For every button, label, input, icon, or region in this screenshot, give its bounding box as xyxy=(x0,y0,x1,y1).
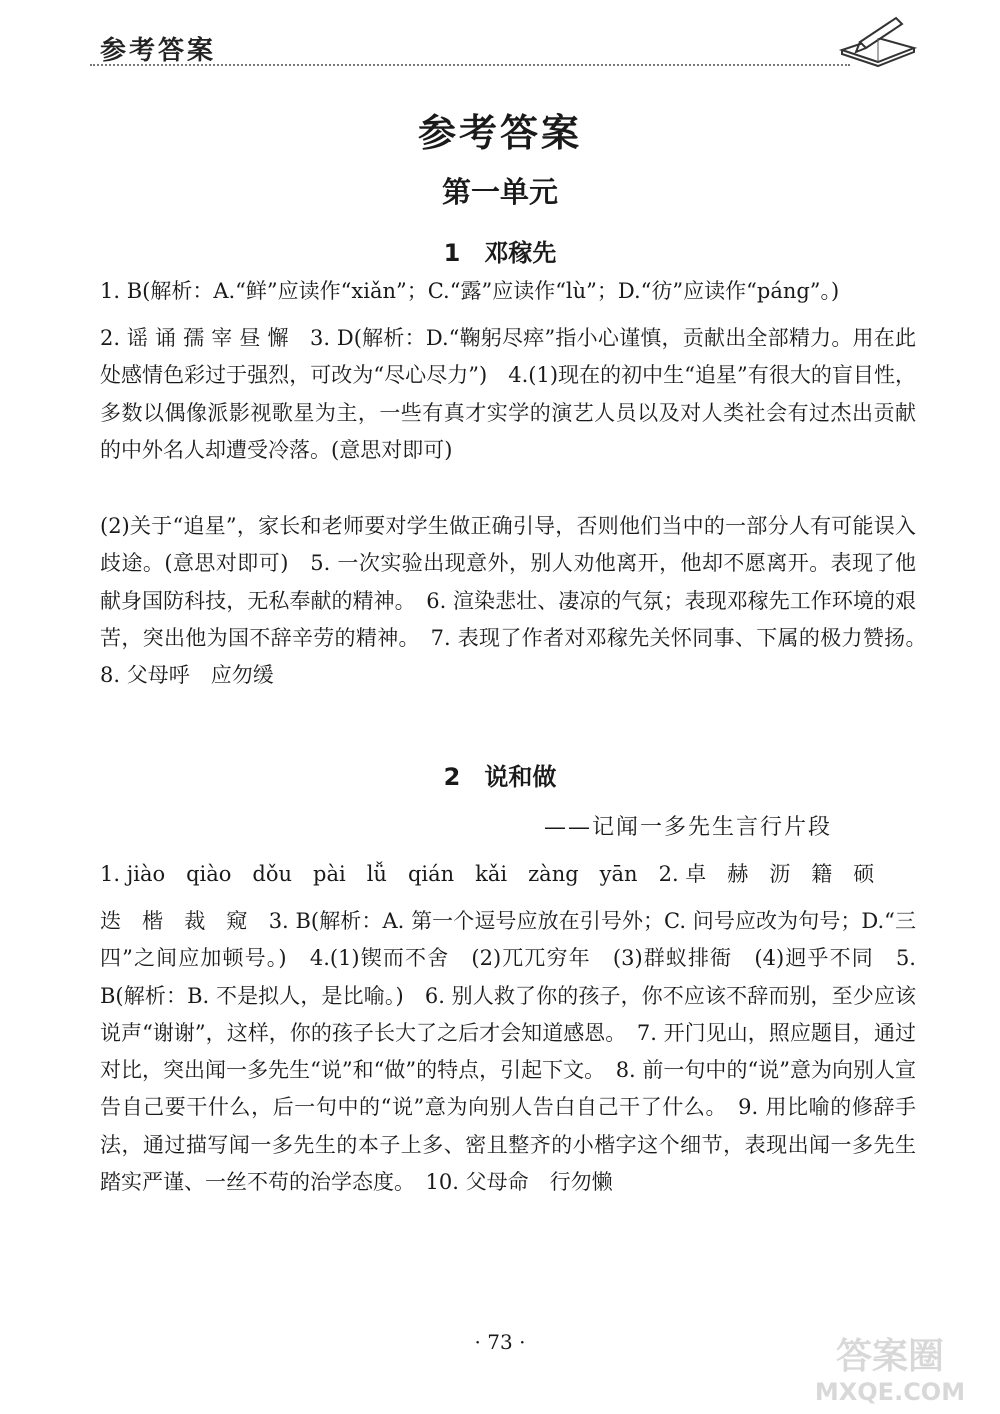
unit-title: 第一单元 xyxy=(441,175,558,209)
watermark-logo xyxy=(790,1328,990,1408)
lesson-title-text: 邓稼先 xyxy=(484,239,557,267)
lesson-1-heading xyxy=(0,233,1000,268)
watermark-url: MXQE.COM xyxy=(814,1378,966,1406)
page-title: 参考答案 xyxy=(417,111,582,155)
answer-paragraph: 2. 谣 诵 孺 宰 昼 懈 3. D(解析：D.“鞠躬尽瘁”指小心谨慎，贡献出全部精力。用在此处感情色彩过于强烈，可改为“尽心尽力”) 4.(1)现在的初中生“追星”有很大的盲目性，多数以偶像派影视歌星为主，一些有真才实学的演艺人员以及对人类社会有过杰出贡献的中外名人却遭受冷落。(意思对即可) xyxy=(100,326,916,462)
answer-paragraph: (2)关于“追星”，家长和老师要对学生做正确引导，否则他们当中的一部分人有可能误入歧途。(意思对即可) 5. 一次实验出现意外，别人劝他离开，他却不愿离开。表现了他献身国防科技，无私奉献的精神。 6. 渲染悲壮、凄凉的气氛；表现邓稼先工作环境的艰苦，突出他为国不辞辛劳的精神。 7. 表现了作者对邓稼先关怀同事、下属的极力赞扬。 8. 父母呼 应勿缓 xyxy=(100,514,937,688)
answer-paragraph: 1. jiào qiào dǒu pài lǚ qián kǎi zàng yān 2. 卓 赫 沥 籍 硕 xyxy=(100,862,875,886)
lesson-2-heading xyxy=(0,757,1000,792)
pencil-book-icon xyxy=(838,12,918,68)
lesson-number: 1 xyxy=(443,239,461,267)
header-divider xyxy=(90,64,850,66)
page-number: · 73 · xyxy=(474,1330,526,1354)
watermark-text: 答案圈 xyxy=(835,1336,945,1377)
lesson-title-text: 说和做 xyxy=(484,763,557,791)
answer-paragraph: 1. B(解析：A.“鲜”应读作“xiǎn”；C.“露”应读作“lù”；D.“彷”应读作“páng”。) xyxy=(100,279,840,303)
lesson-subtitle: ——记闻一多先生言行片段 xyxy=(543,815,832,840)
lesson-number: 2 xyxy=(443,763,461,791)
header-label: 参考答案 xyxy=(100,36,217,66)
answer-paragraph: 迭 楷 裁 窥 3. B(解析：A. 第一个逗号应放在引号外；C. 问号应改为句号；D.“三四”之间应加顿号。) 4.(1)锲而不舍 (2)兀兀穷年 (3)群蚁排衙 (4)迥乎不同 5. B(解析：B. 不是拟人，是比喻。) 6. 别人救了你的孩子，你不应该不辞而别，至少应该说声“谢谢”，这样，你的孩子长大了之后才会知道感恩。 7. 开门见山，照应题目，通过对比，突出闻一多先生“说”和“做”的特点，引起下文。 8. 前一句中的“说”意为向别人宣告自己要干什么，后一句中的“说”意为向别人告白自己干了什么。 9. 用比喻的修辞手法，通过描写闻一多先生的本子上多、密且整齐的小楷字这个细节，表现出闻一多先生踏实严谨、一丝不苟的治学态度。 10. 父母命 行勿懒 xyxy=(100,909,916,1195)
